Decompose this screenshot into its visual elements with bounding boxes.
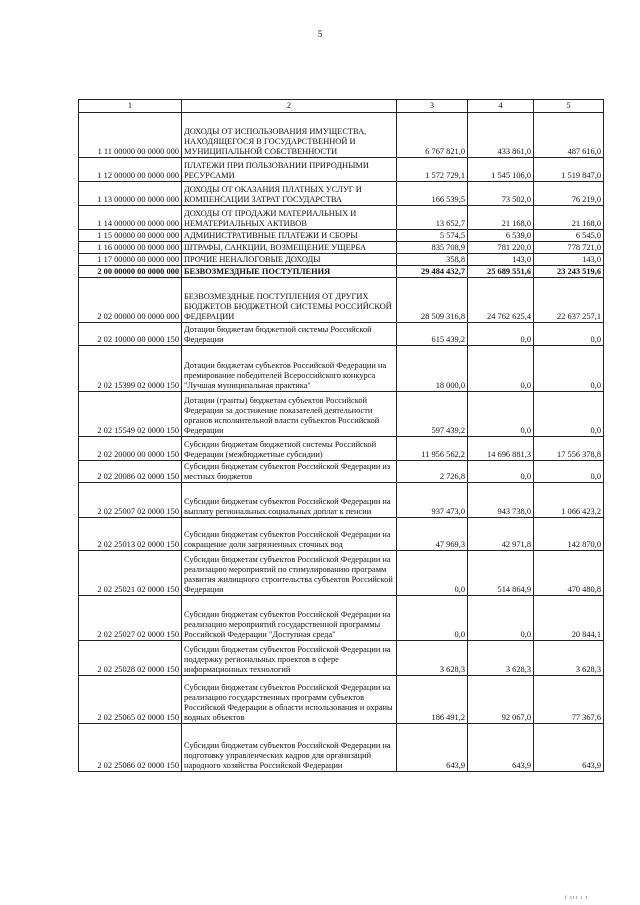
row-value-4: 0,0 — [468, 346, 534, 392]
row-name: Субсидии бюджетам субъектов Российской Федерации на поддержку региональных проектов в сфере информационных технологий — [182, 641, 397, 676]
row-code: 2 02 25065 02 0000 150 — [79, 676, 182, 724]
row-value-5: 0,0 — [534, 346, 604, 392]
row-name: Субсидии бюджетам субъектов Российской Федерации из местных бюджетов — [182, 461, 397, 483]
row-value-4: 14 696 881,3 — [468, 437, 534, 461]
table-row — [79, 254, 604, 266]
row-value-4: 73 502,0 — [468, 182, 534, 206]
row-code: 1 11 00000 00 0000 000 — [79, 113, 182, 158]
row-value-3: 186 491,2 — [397, 676, 468, 724]
row-code: 2 02 25027 02 0000 150 — [79, 596, 182, 641]
row-value-5: 1 519 847,0 — [534, 158, 604, 182]
row-name: Субсидии бюджетам субъектов Российской Федерации на реализацию мероприятий по стимулированию программ развития жилищного строительства субъектов Российской Федерации — [182, 551, 397, 596]
row-code: 2 02 25007 02 0000 150 — [79, 483, 182, 518]
row-name: Субсидии бюджетам субъектов Российской Федерации на выплату региональных социальных доплат к пенсии — [182, 483, 397, 518]
row-name: ДОХОДЫ ОТ ОКАЗАНИЯ ПЛАТНЫХ УСЛУГ И КОМПЕНСАЦИИ ЗАТРАТ ГОСУДАРСТВА — [182, 182, 397, 206]
table-row — [79, 483, 604, 518]
row-name: ШТРАФЫ, САНКЦИИ, ВОЗМЕЩЕНИЕ УЩЕРБА — [182, 242, 397, 254]
header-cell: 5 — [534, 100, 604, 113]
row-value-4: 433 861,0 — [468, 113, 534, 158]
row-value-4: 42 971,8 — [468, 518, 534, 551]
row-name: ПРОЧИЕ НЕНАЛОГОВЫЕ ДОХОДЫ — [182, 254, 397, 266]
row-value-3: 3 628,3 — [397, 641, 468, 676]
row-value-5: 21 168,0 — [534, 206, 604, 230]
row-name: Дотации бюджетам бюджетной системы Российской Федерации — [182, 323, 397, 346]
row-value-3: 1 572 729,1 — [397, 158, 468, 182]
row-value-5: 142 870,0 — [534, 518, 604, 551]
row-value-5: 0,0 — [534, 392, 604, 437]
row-name: БЕЗВОЗМЕЗДНЫЕ ПОСТУПЛЕНИЯ — [182, 266, 397, 278]
row-name: ДОХОДЫ ОТ ИСПОЛЬЗОВАНИЯ ИМУЩЕСТВА, НАХОДЯЩЕГОСЯ В ГОСУДАРСТВЕННОЙ И МУНИЦИПАЛЬНОЙ СОБСТВЕННОСТИ — [182, 113, 397, 158]
row-name: Дотации (гранты) бюджетам субъектов Российской Федерации за достижение показателей деятельности органов исполнительной власти субъектов Российской Федерации — [182, 392, 397, 437]
row-value-3: 28 509 316,8 — [397, 278, 468, 323]
row-value-4: 143,0 — [468, 254, 534, 266]
row-value-4: 781 220,0 — [468, 242, 534, 254]
row-code: 1 16 00000 00 0000 000 — [79, 242, 182, 254]
row-code: 2 02 25013 02 0000 150 — [79, 518, 182, 551]
row-code: 2 00 00000 00 0000 000 — [79, 266, 182, 278]
table-row — [79, 518, 604, 551]
row-value-5: 778 721,0 — [534, 242, 604, 254]
row-value-5: 143,0 — [534, 254, 604, 266]
row-value-4: 3 628,3 — [468, 641, 534, 676]
row-value-4: 0,0 — [468, 596, 534, 641]
row-name: ДОХОДЫ ОТ ПРОДАЖИ МАТЕРИАЛЬНЫХ И НЕМАТЕРИАЛЬНЫХ АКТИВОВ — [182, 206, 397, 230]
header-cell: 1 — [79, 100, 182, 113]
row-name: ПЛАТЕЖИ ПРИ ПОЛЬЗОВАНИИ ПРИРОДНЫМИ РЕСУРСАМИ — [182, 158, 397, 182]
header-cell: 4 — [468, 100, 534, 113]
row-value-4: 21 168,0 — [468, 206, 534, 230]
row-name: Субсидии бюджетам субъектов Российской Федерации на реализацию мероприятий государственной программы Российской Федерации "Доступная среда" — [182, 596, 397, 641]
row-value-4: 92 067,0 — [468, 676, 534, 724]
table-row — [79, 278, 604, 323]
row-value-5: 20 844,1 — [534, 596, 604, 641]
row-value-5: 0,0 — [534, 323, 604, 346]
row-value-5: 1 066 423,2 — [534, 483, 604, 518]
row-value-5: 23 243 519,6 — [534, 266, 604, 278]
row-value-5: 77 367,6 — [534, 676, 604, 724]
row-value-3: 29 484 432,7 — [397, 266, 468, 278]
row-value-3: 5 574,5 — [397, 230, 468, 242]
table-row — [79, 266, 604, 278]
row-code: 1 15 00000 00 0000 000 — [79, 230, 182, 242]
row-code: 2 02 20000 00 0000 150 — [79, 437, 182, 461]
row-value-5: 643,9 — [534, 724, 604, 772]
table-row — [79, 158, 604, 182]
row-value-4: 0,0 — [468, 323, 534, 346]
table-row — [79, 676, 604, 724]
row-value-4: 0,0 — [468, 392, 534, 437]
row-value-3: 643,9 — [397, 724, 468, 772]
row-value-5: 6 545,0 — [534, 230, 604, 242]
row-name: Субсидии бюджетам субъектов Российской Федерации на подготовку управленческих кадров для организаций народного хозяйства Российской Федерации — [182, 724, 397, 772]
row-value-3: 166 539,5 — [397, 182, 468, 206]
table-row — [79, 113, 604, 158]
header-cell: 2 — [182, 100, 397, 113]
row-code: 2 02 10000 00 0000 150 — [79, 323, 182, 346]
table-row — [79, 551, 604, 596]
table-row — [79, 596, 604, 641]
row-value-4: 25 689 551,6 — [468, 266, 534, 278]
row-value-3: 835 708,9 — [397, 242, 468, 254]
header-cell: 3 — [397, 100, 468, 113]
table-row — [79, 641, 604, 676]
row-value-5: 487 616,0 — [534, 113, 604, 158]
row-value-3: 18 000,0 — [397, 346, 468, 392]
row-code: 2 02 25028 02 0000 150 — [79, 641, 182, 676]
row-code: 2 02 20086 02 0000 150 — [79, 461, 182, 483]
row-value-5: 17 556 378,8 — [534, 437, 604, 461]
row-code: 1 12 00000 00 0000 000 — [79, 158, 182, 182]
row-value-4: 1 545 106,0 — [468, 158, 534, 182]
row-value-5: 470 480,8 — [534, 551, 604, 596]
row-code: 2 02 15399 02 0000 150 — [79, 346, 182, 392]
row-value-3: 11 956 562,2 — [397, 437, 468, 461]
table-row — [79, 230, 604, 242]
row-value-3: 0,0 — [397, 551, 468, 596]
row-value-5: 3 628,3 — [534, 641, 604, 676]
row-name: БЕЗВОЗМЕЗДНЫЕ ПОСТУПЛЕНИЯ ОТ ДРУГИХ БЮДЖЕТОВ БЮДЖЕТНОЙ СИСТЕМЫ РОССИЙСКОЙ ФЕДЕРАЦИИ — [182, 278, 397, 323]
row-code: 2 02 00000 00 0000 000 — [79, 278, 182, 323]
row-value-3: 13 652,7 — [397, 206, 468, 230]
table-row — [79, 242, 604, 254]
table-row — [79, 182, 604, 206]
row-name: Субсидии бюджетам субъектов Российской Федерации на реализацию государственных программ субъектов Российской Федерации в области использования и охраны водных объектов — [182, 676, 397, 724]
table-row — [79, 323, 604, 346]
row-value-4: 6 539,0 — [468, 230, 534, 242]
table-row — [79, 392, 604, 437]
table-row — [79, 206, 604, 230]
row-value-3: 0,0 — [397, 596, 468, 641]
row-code: 2 02 15549 02 0000 150 — [79, 392, 182, 437]
row-value-5: 22 637 257,1 — [534, 278, 604, 323]
row-value-4: 24 762 625,4 — [468, 278, 534, 323]
table-row — [79, 724, 604, 772]
footer-mark: i ııı ı ı — [565, 895, 589, 901]
row-name: Субсидии бюджетам бюджетной системы Российской Федерации (межбюджетные субсидии) — [182, 437, 397, 461]
row-value-5: 76 219,0 — [534, 182, 604, 206]
row-code: 1 17 00000 00 0000 000 — [79, 254, 182, 266]
row-value-4: 0,0 — [468, 461, 534, 483]
row-name: Дотации бюджетам субъектов Российской Федерации на премирование победителей Всероссийского конкурса "Лучшая муниципальная практика" — [182, 346, 397, 392]
row-value-4: 643,9 — [468, 724, 534, 772]
row-code: 2 02 25066 02 0000 150 — [79, 724, 182, 772]
table-row — [79, 437, 604, 461]
row-value-3: 937 473,0 — [397, 483, 468, 518]
row-value-3: 615 439,2 — [397, 323, 468, 346]
table-row — [79, 346, 604, 392]
table-row — [79, 461, 604, 483]
header-row — [79, 100, 604, 113]
row-value-3: 2 726,8 — [397, 461, 468, 483]
row-name: Субсидии бюджетам субъектов Российской Федерации на сокращение доли загрязненных сточных вод — [182, 518, 397, 551]
row-value-4: 514 864,9 — [468, 551, 534, 596]
row-code: 2 02 25021 02 0000 150 — [79, 551, 182, 596]
row-code: 1 14 00000 00 0000 000 — [79, 206, 182, 230]
row-value-4: 943 738,0 — [468, 483, 534, 518]
row-value-3: 358,8 — [397, 254, 468, 266]
row-value-3: 6 767 821,0 — [397, 113, 468, 158]
row-name: АДМИНИСТРАТИВНЫЕ ПЛАТЕЖИ И СБОРЫ — [182, 230, 397, 242]
row-value-3: 47 969,3 — [397, 518, 468, 551]
revenue-table — [78, 99, 604, 772]
row-code: 1 13 00000 00 0000 000 — [79, 182, 182, 206]
row-value-5: 0,0 — [534, 461, 604, 483]
page-number: 5 — [317, 29, 323, 39]
row-value-3: 597 439,2 — [397, 392, 468, 437]
